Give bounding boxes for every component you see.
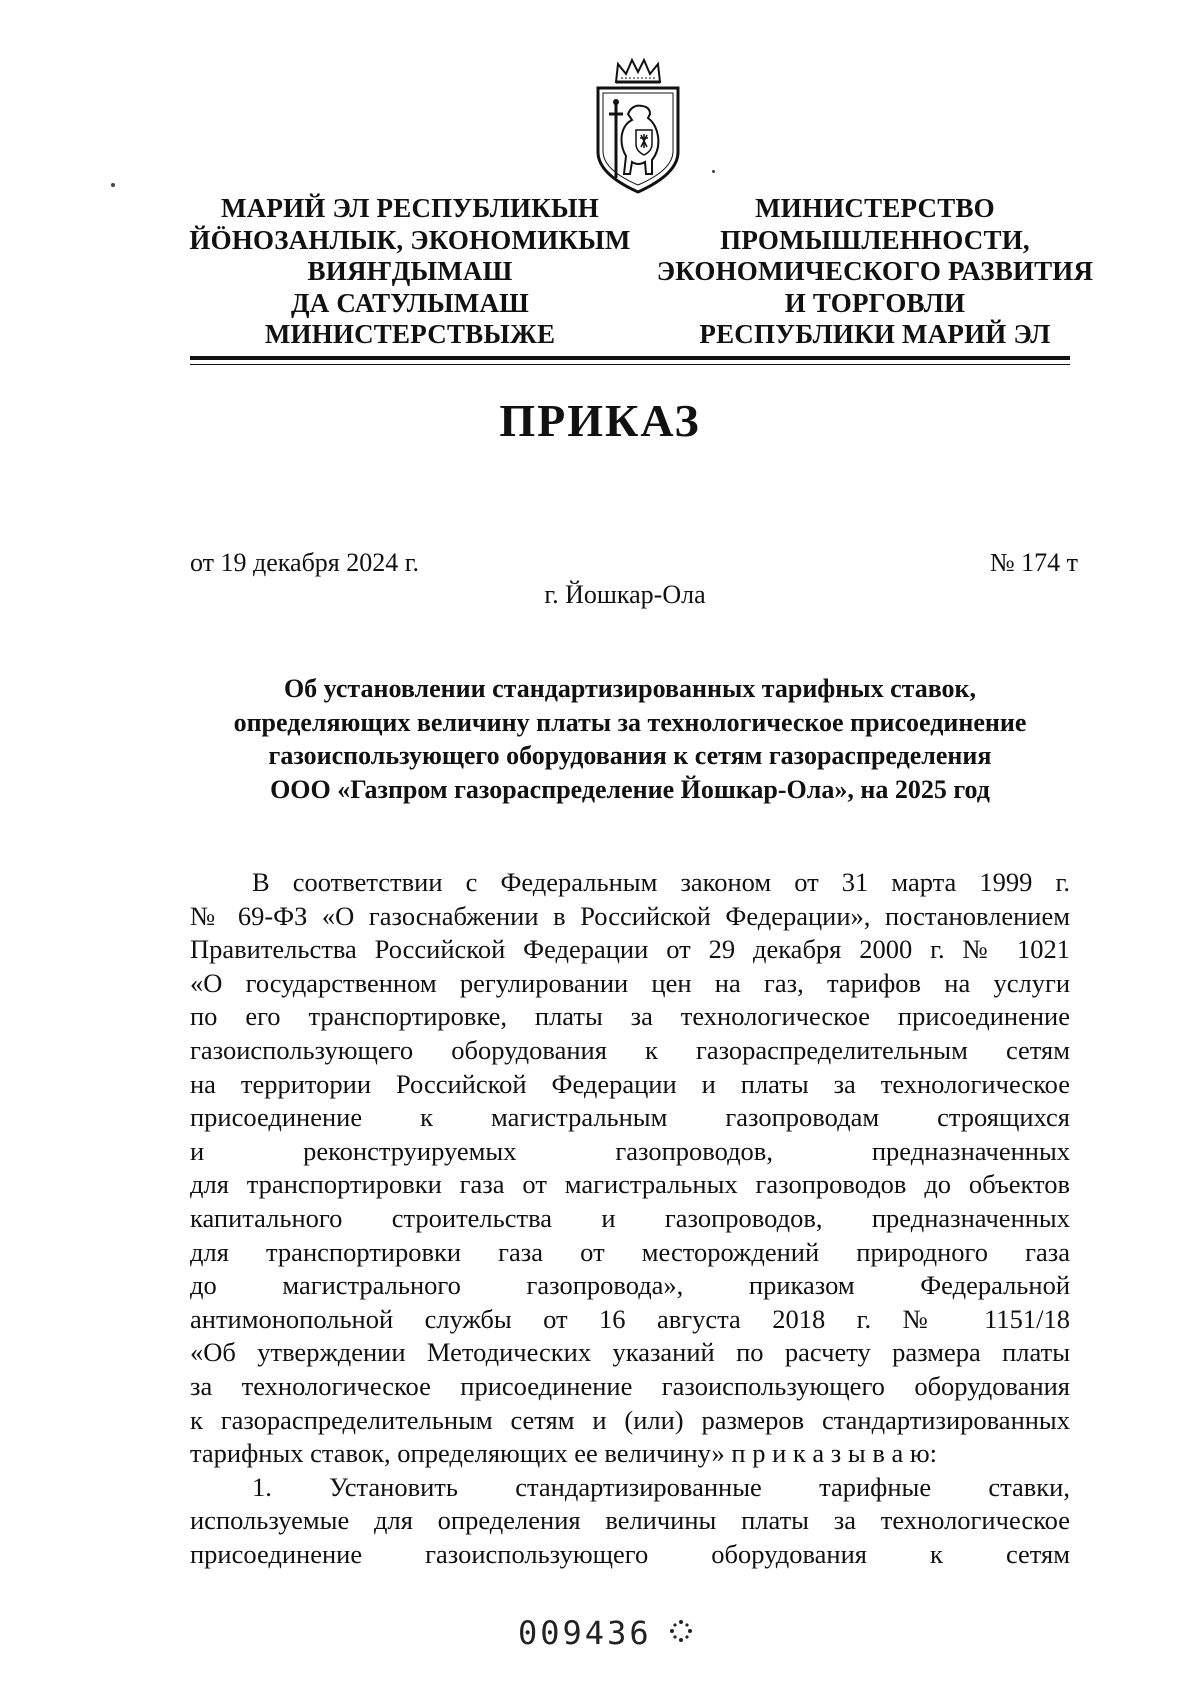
body-line: до магистрального газопровода», приказом Федеральной: [190, 1270, 1070, 1301]
scan-speck: [712, 170, 715, 173]
body-line: «О государственном регулировании цен на газ, тарифов на услуги: [190, 967, 1070, 998]
body-line: для транспортировки газа от магистральных газопроводов до объектов: [190, 1169, 1070, 1200]
scan-speck: [111, 183, 115, 187]
body-line: капитального строительства и газопроводов, предназначенных: [190, 1202, 1070, 1233]
body-line: В соответствии с Федеральным законом от 31 марта 1999 г.: [252, 867, 1070, 897]
document-date: от 19 декабря 2024 г.: [190, 548, 419, 577]
document-title: Об установлении стандартизированных тарифных ставок, определяющих величину платы за технологическое присоединение газоиспользующего оборудования к сетям газораспределения ООО «Газпром газораспределение Йошкар-Ола», на 2025 год: [233, 674, 1027, 804]
body-line: по его транспортировке, платы за технологическое присоединение: [190, 1001, 1070, 1032]
document-number: № 174 т: [989, 548, 1078, 577]
body-line: присоединение к магистральным газопроводам строящихся: [190, 1102, 1070, 1133]
body-line: № 69-ФЗ «О газоснабжении в Российской Федерации», постановлением: [190, 900, 1070, 931]
body-line: к газораспределительным сетям и (или) размеров стандартизированных: [190, 1404, 1070, 1435]
header-russian-name: МИНИСТЕРСТВО ПРОМЫШЛЕННОСТИ, ЭКОНОМИЧЕСКОГО РАЗВИТИЯ И ТОРГОВЛИ РЕСПУБЛИКИ МАРИЙ ЭЛ: [656, 193, 1094, 349]
body-line: тарифных ставок, определяющих ее величину» п р и к а з ы в а ю:: [190, 1438, 938, 1469]
ornament-icon: [668, 1618, 694, 1644]
body-line: и реконструируемых газопроводов, предназначенных: [190, 1135, 1070, 1166]
coat-of-arms-emblem: [588, 52, 688, 202]
header-divider-thin: [190, 364, 1070, 365]
document-body: [190, 866, 1070, 1571]
body-line: Правительства Российской Федерации от 29 декабря 2000 г. № 1021: [190, 934, 1070, 965]
body-line: газоиспользующего оборудования к газораспределительным сетям: [190, 1034, 1070, 1065]
header-divider-thick: [190, 356, 1070, 360]
serial-number: 009436: [518, 1614, 652, 1652]
header-mari-name: МАРИЙ ЭЛ РЕСПУБЛИКЫН ЙӦНОЗАНЛЫК, ЭКОНОМИКЫМ ВИЯҤДЫМАШ ДА САТУЛЫМАШ МИНИСТЕРСТВЫЖЕ: [189, 193, 631, 349]
body-line: за технологическое присоединение газоиспользующего оборудования: [190, 1370, 1070, 1401]
document-type: ПРИКАЗ: [499, 395, 701, 446]
document-city: г. Йошкар-Ола: [544, 580, 706, 609]
body-line: «Об утверждении Методических указаний по расчету размера платы: [190, 1337, 1070, 1368]
item-line: присоединение газоиспользующего оборудования к сетям: [190, 1538, 1070, 1569]
body-line: на территории Российской Федерации и платы за технологическое: [190, 1068, 1070, 1099]
body-line: для транспортировки газа от месторождений природного газа: [190, 1236, 1070, 1267]
item-line: используемые для определения величины платы за технологическое: [190, 1505, 1070, 1536]
item-line: 1. Установить стандартизированные тарифные ставки,: [252, 1471, 1070, 1502]
body-line: антимонопольной службы от 16 августа 2018 г. № 1151/18: [190, 1303, 1070, 1334]
